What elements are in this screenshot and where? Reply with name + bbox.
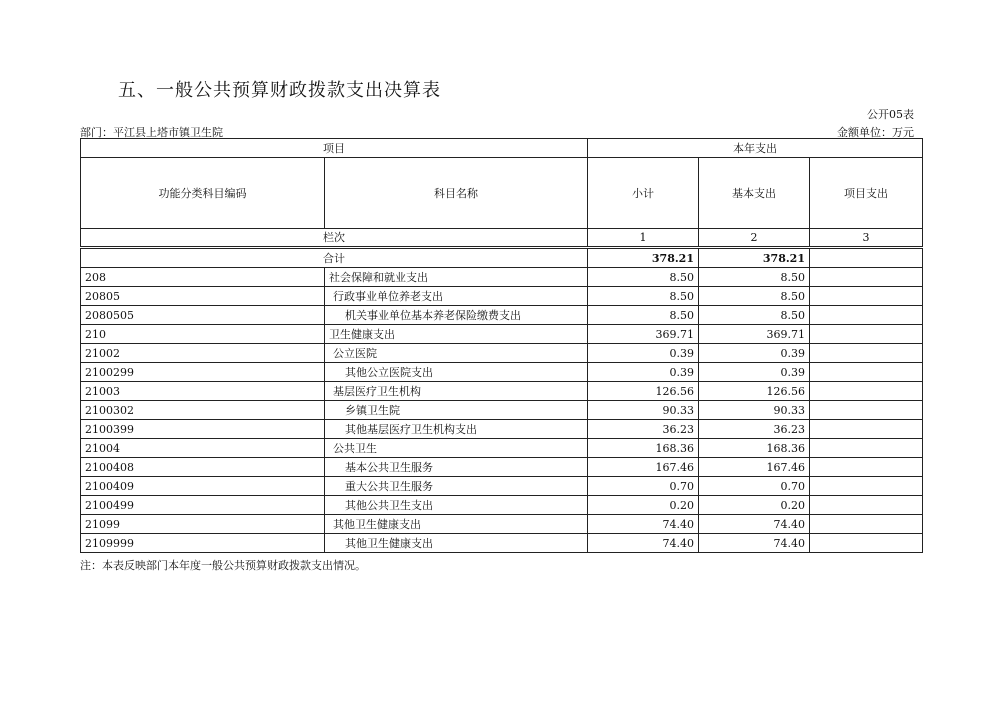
row-name: 基层医疗卫生机构 [325,382,588,401]
row-code: 2109999 [81,534,325,553]
row-subtotal: 90.33 [588,401,699,420]
row-project [810,458,923,477]
table-row [81,363,923,382]
row-subtotal: 369.71 [588,325,699,344]
row-subtotal: 0.39 [588,363,699,382]
total-basic: 378.21 [699,248,810,268]
row-basic: 0.20 [699,496,810,515]
row-code: 20805 [81,287,325,306]
row-project [810,515,923,534]
header-row-1 [81,139,923,158]
table-row [81,268,923,287]
row-name: 重大公共卫生服务 [325,477,588,496]
row-code: 21003 [81,382,325,401]
row-basic: 0.70 [699,477,810,496]
row-subtotal: 36.23 [588,420,699,439]
row-project [810,306,923,325]
row-name: 乡镇卫生院 [325,401,588,420]
row-code: 2100408 [81,458,325,477]
row-name: 其他卫生健康支出 [325,534,588,553]
total-label: 合计 [81,248,588,268]
row-name: 公立医院 [325,344,588,363]
row-basic: 126.56 [699,382,810,401]
amount-unit-label: 金额单位：万元 [837,126,914,139]
column-index-1: 1 [588,229,699,248]
row-project [810,496,923,515]
row-project [810,382,923,401]
table-row [81,325,923,344]
header-item: 项目 [81,139,588,158]
total-subtotal: 378.21 [588,248,699,268]
row-subtotal: 8.50 [588,287,699,306]
page-title: 五、一般公共预算财政拨款支出决算表 [118,80,441,101]
row-basic: 36.23 [699,420,810,439]
column-index-label: 栏次 [81,229,588,248]
row-project [810,439,923,458]
table-row [81,287,923,306]
table-row [81,344,923,363]
row-code: 2100299 [81,363,325,382]
header-project: 项目支出 [810,158,923,229]
table-note: 注：本表反映部门本年度一般公共预算财政拨款支出情况。 [80,559,366,572]
row-name: 社会保障和就业支出 [325,268,588,287]
row-project [810,420,923,439]
table-row [81,439,923,458]
row-subtotal: 126.56 [588,382,699,401]
header-subtotal: 小计 [588,158,699,229]
row-basic: 0.39 [699,363,810,382]
row-subtotal: 74.40 [588,515,699,534]
table-row [81,401,923,420]
row-project [810,268,923,287]
row-project [810,534,923,553]
row-code: 2100409 [81,477,325,496]
row-name: 其他公共卫生支出 [325,496,588,515]
expenditure-table [80,138,923,553]
row-basic: 74.40 [699,534,810,553]
row-subtotal: 0.20 [588,496,699,515]
row-basic: 90.33 [699,401,810,420]
row-basic: 8.50 [699,287,810,306]
row-code: 21004 [81,439,325,458]
header-code: 功能分类科目编码 [81,158,325,229]
column-index-3: 3 [810,229,923,248]
row-code: 2080505 [81,306,325,325]
row-basic: 74.40 [699,515,810,534]
total-project [810,248,923,268]
table-row [81,496,923,515]
form-number: 公开05表 [867,108,914,121]
row-name: 机关事业单位基本养老保险缴费支出 [325,306,588,325]
row-name: 其他基层医疗卫生机构支出 [325,420,588,439]
row-code: 210 [81,325,325,344]
header-basic: 基本支出 [699,158,810,229]
table-row [81,420,923,439]
column-index-2: 2 [699,229,810,248]
header-name: 科目名称 [325,158,588,229]
row-code: 2100302 [81,401,325,420]
row-code: 2100399 [81,420,325,439]
row-code: 2100499 [81,496,325,515]
row-project [810,401,923,420]
row-project [810,344,923,363]
row-subtotal: 8.50 [588,268,699,287]
table-row [81,534,923,553]
table-row [81,515,923,534]
row-basic: 8.50 [699,306,810,325]
table-body [81,268,923,553]
row-basic: 8.50 [699,268,810,287]
row-code: 208 [81,268,325,287]
row-name: 行政事业单位养老支出 [325,287,588,306]
table-row [81,458,923,477]
row-project [810,363,923,382]
row-project [810,287,923,306]
row-basic: 168.36 [699,439,810,458]
total-row [81,248,923,268]
row-subtotal: 0.70 [588,477,699,496]
row-basic: 167.46 [699,458,810,477]
row-subtotal: 167.46 [588,458,699,477]
row-subtotal: 168.36 [588,439,699,458]
table-row [81,306,923,325]
row-name: 公共卫生 [325,439,588,458]
table-row [81,382,923,401]
department-label: 部门：平江县上塔市镇卫生院 [80,126,223,139]
header-row-2 [81,158,923,229]
row-name: 卫生健康支出 [325,325,588,344]
row-basic: 369.71 [699,325,810,344]
row-project [810,325,923,344]
row-subtotal: 8.50 [588,306,699,325]
row-basic: 0.39 [699,344,810,363]
row-subtotal: 74.40 [588,534,699,553]
table-row [81,477,923,496]
row-project [810,477,923,496]
row-code: 21099 [81,515,325,534]
row-subtotal: 0.39 [588,344,699,363]
row-name: 其他公立医院支出 [325,363,588,382]
row-name: 基本公共卫生服务 [325,458,588,477]
header-this-year: 本年支出 [588,139,923,158]
row-code: 21002 [81,344,325,363]
row-name: 其他卫生健康支出 [325,515,588,534]
column-index-row [81,229,923,248]
